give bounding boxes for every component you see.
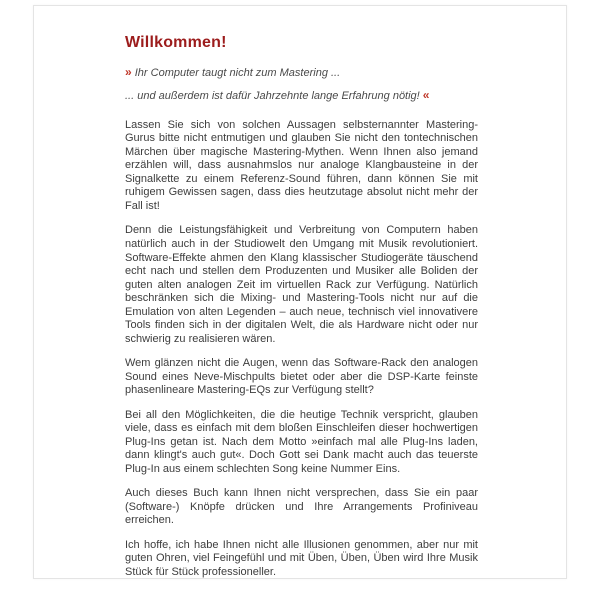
paragraph-6: Ich hoffe, ich habe Ihnen nicht alle Illusionen genommen, aber nur mit guten Ohren, viel Feingefühl und mit Üben, Üben, Üben wird Ihre Musik Stück für Stück professioneller. <box>125 538 478 578</box>
paragraph-5: Auch dieses Buch kann Ihnen nicht versprechen, dass Sie ein paar (Software-) Knöpfe drücken und Ihre Arrangements Profiniveau erreichen. <box>125 487 478 527</box>
quote-close-mark: « <box>422 87 430 102</box>
paragraph-3: Wem glänzen nicht die Augen, wenn das Software-Rack den analogen Sound eines Neve-Mischpults bietet oder aber die DSP-Karte feinste phasenlineare Mastering-EQs zur Verfügung stellt? <box>125 357 478 397</box>
epigraph-line-2 <box>125 87 478 105</box>
page-content <box>125 34 478 590</box>
epigraph-line-2-text: ... und außerdem ist dafür Jahrzehnte lange Erfahrung nötig! <box>125 89 423 102</box>
page-title: Willkommen! <box>125 34 227 51</box>
body-paragraphs <box>125 119 478 579</box>
epigraph-line-1 <box>125 64 478 82</box>
quote-open-mark: » <box>125 65 132 79</box>
epigraph <box>125 64 478 105</box>
paragraph-2: Denn die Leistungsfähigkeit und Verbreitung von Computern haben natürlich auch in der Studiowelt den Umgang mit Musik revolutioniert. Software-Effekte ahmen den Klang klassischer Studiogeräte täuschend echt nach und stellen dem Produzenten und Musiker alle Boliden der guten alten analogen Zeit im virtuellen Rack zur Verfügung. Natürlich beschränken sich die Mixing- und Mastering-Tools nicht nur auf die Emulation von alten Legenden – auch neue, technisch viel innovativere Tools finden sich in der digitalen Welt, die als Hardware nicht oder nur schwierig zu realisieren wären. <box>125 224 478 345</box>
paragraph-4: Bei all den Möglichkeiten, die die heutige Technik verspricht, glauben viele, dass es einfach mit dem bloßen Einschleifen dieser hochwertigen Plug-Ins getan ist. Nach dem Motto »einfach mal alle Plug-Ins laden, dann klingt's auch gut«. Doch Gott sei Dank macht auch das teuerste Plug-In aus einem schlechten Song keine Nummer Eins. <box>125 408 478 475</box>
epigraph-line-1-text: Ihr Computer taugt nicht zum Mastering ... <box>134 67 341 79</box>
paragraph-1: Lassen Sie sich von solchen Aussagen selbsternannter Mastering-Gurus bitte nicht entmutigen und glauben Sie nicht den tontechnischen Märchen über magische Mastering-Mythen. Wenn Ihnen also jemand erzählen will, dass ausnahmslos nur analoge Klangbausteine in der Signalkette zu einem Referenz-Sound führen, dann können Sie mit ruhigem Gewissen sagen, dass dies heutzutage absolut nicht mehr der Fall ist! <box>125 118 478 212</box>
